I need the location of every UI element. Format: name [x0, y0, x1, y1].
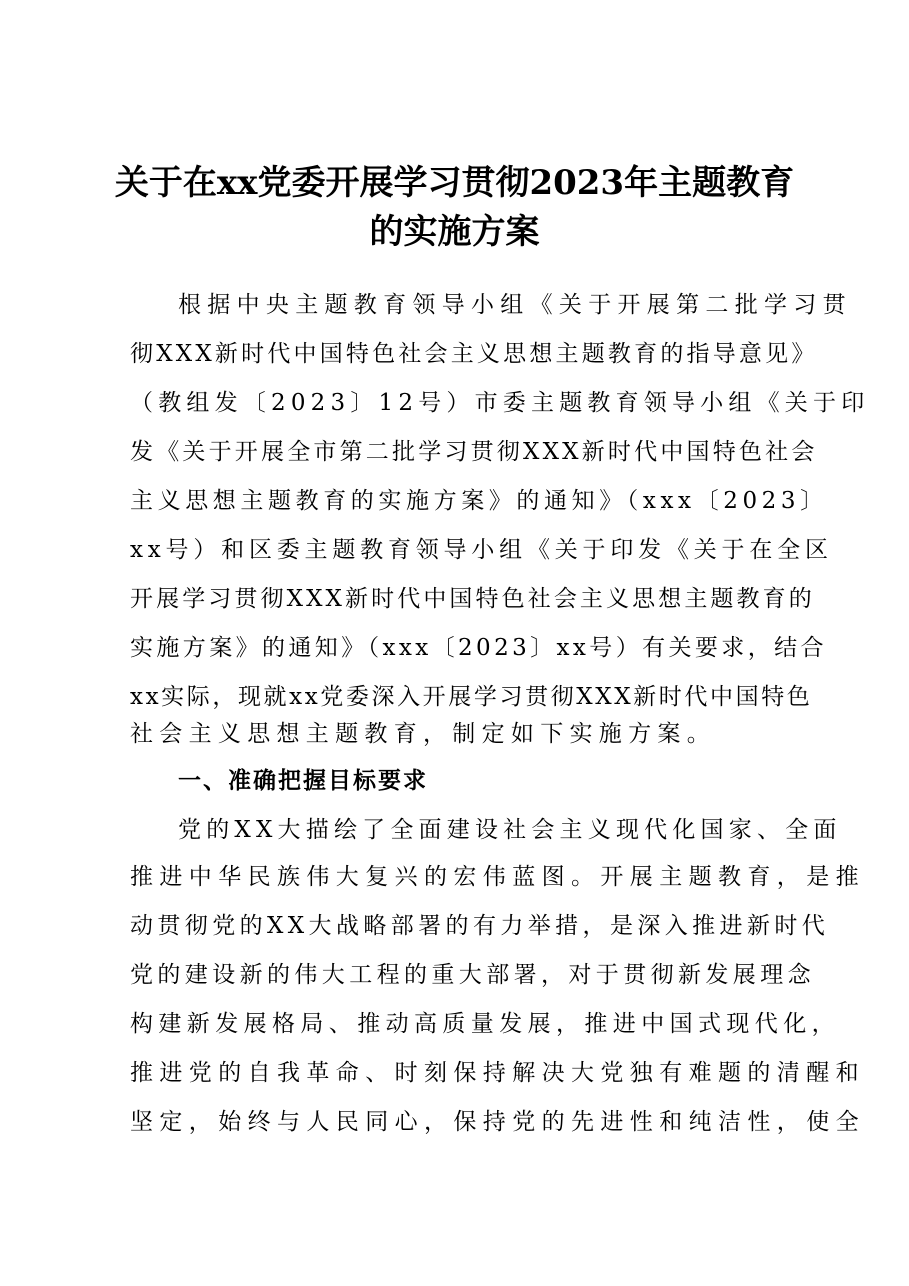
paragraph-2-line-1: 党的XX大描绘了全面建设社会主义现代化国家、全面 — [178, 817, 842, 843]
paragraph-2-line-4: 党的建设新的伟大工程的重大部署，对于贯彻新发展理念 — [130, 962, 815, 988]
document-title-line-1: 关于在xx党委开展学习贯彻2023年主题教育 — [114, 163, 795, 203]
paragraph-1-line-3: （教组发〔2023〕12号）市委主题教育领导小组《关于印 — [130, 390, 870, 416]
document-title-line-2: 的实施方案 — [369, 212, 540, 252]
paragraph-1-line-6: xx号）和区委主题教育领导小组《关于印发《关于在全区 — [130, 537, 833, 563]
paragraph-2-line-2: 推进中华民族伟大复兴的宏伟蓝图。开展主题教育，是推 — [130, 864, 865, 890]
paragraph-1-line-1: 根据中央主题教育领导小组《关于开展第二批学习贯 — [178, 292, 852, 318]
paragraph-2-line-3: 动贯彻党的XX大战略部署的有力举措，是深入推进新时代 — [130, 913, 830, 939]
section-heading-1: 一、准确把握目标要求 — [178, 768, 428, 794]
paragraph-1-line-9: xx实际，现就xx党委深入开展学习贯彻XXX新时代中国特色 — [130, 684, 813, 710]
paragraph-2-line-5: 构建新发展格局、推动高质量发展，推进中国式现代化， — [130, 1011, 840, 1037]
paragraph-1-line-8: 实施方案》的通知》（xxx〔2023〕xx号）有关要求，结合 — [130, 635, 827, 661]
paragraph-2-line-7: 坚定，始终与人民同心，保持党的先进性和纯洁性，使全 — [130, 1109, 865, 1135]
paragraph-2-line-6: 推进党的自我革命、时刻保持解决大党独有难题的清醒和 — [130, 1060, 865, 1086]
paragraph-1-line-2: 彻XXX新时代中国特色社会主义思想主题教育的指导意见》 — [130, 341, 818, 367]
paragraph-1-line-10: 社会主义思想主题教育，制定如下实施方案。 — [130, 721, 716, 747]
paragraph-1-line-5: 主义思想主题教育的实施方案》的通知》（xxx〔2023〕 — [130, 488, 828, 514]
paragraph-1-line-4: 发《关于开展全市第二批学习贯彻XXX新时代中国特色社会 — [130, 439, 818, 465]
paragraph-1-line-7: 开展学习贯彻XXX新时代中国特色社会主义思想主题教育的 — [130, 586, 815, 612]
